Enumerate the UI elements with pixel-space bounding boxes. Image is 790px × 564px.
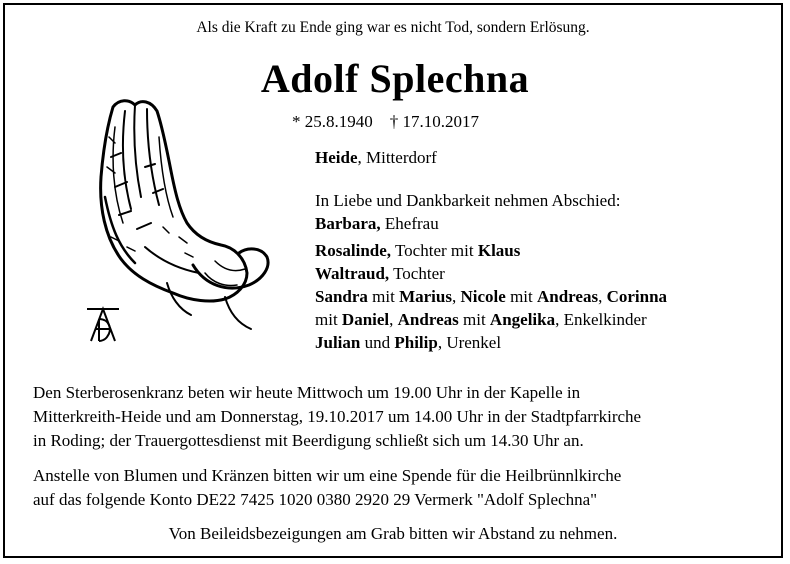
family-text: , (598, 287, 607, 306)
donation-info (33, 464, 773, 512)
residence (315, 148, 437, 168)
family-text: Tochter (389, 264, 445, 283)
family-text: mit (315, 310, 342, 329)
paragraph-line: Mitterkreith-Heide und am Donnerstag, 19.10.2017 um 14.00 Uhr in der Stadtpfarrkirche (33, 407, 642, 426)
family-text: , (451, 287, 461, 306)
residence-bold: Heide (315, 148, 358, 167)
family-text: mit (505, 287, 537, 306)
family-name: Andreas (397, 310, 459, 329)
family-text: , (389, 310, 398, 329)
family-line (315, 214, 439, 234)
family-name: Corinna (606, 287, 668, 306)
family-name: Barbara, (315, 214, 381, 233)
family-name: Waltraud, (315, 264, 390, 283)
family-line (315, 241, 520, 261)
birth-date: * 25.8.1940 (292, 112, 373, 131)
family-text: Ehefrau (380, 214, 439, 233)
deceased-name: Adolf Splechna (260, 56, 530, 101)
family-line (315, 287, 667, 307)
life-dates (292, 112, 479, 132)
family-name: Daniel (341, 310, 390, 329)
monogram-icon (87, 309, 119, 341)
family-text: , Urenkel (437, 333, 502, 352)
rosary-info (33, 381, 773, 453)
family-line (315, 333, 501, 353)
paragraph-line: Anstelle von Blumen und Kränzen bitten wir um eine Spende für die Heilbrünnlkirche (33, 466, 622, 485)
paragraph-line: Den Sterberosenkranz beten wir heute Mittwoch um 19.00 Uhr in der Kapelle in (33, 383, 581, 402)
family-text: und (360, 333, 395, 352)
family-name: Sandra (315, 287, 368, 306)
family-name: Marius (399, 287, 452, 306)
family-name: Philip (394, 333, 438, 352)
family-text: mit (367, 287, 400, 306)
family-name: Nicole (460, 287, 506, 306)
family-line (315, 264, 445, 284)
paragraph-line: in Roding; der Trauergottesdienst mit Beerdigung schließt sich um 14.30 Uhr an. (33, 431, 584, 450)
family-text: mit (458, 310, 490, 329)
family-text: Tochter mit (391, 241, 478, 260)
family-name: Rosalinde, (315, 241, 392, 260)
family-name: Klaus (477, 241, 521, 260)
family-line (315, 310, 647, 330)
obituary-frame (3, 3, 783, 558)
motto: Als die Kraft zu Ende ging war es nicht Tod, sondern Erlösung. (196, 19, 590, 36)
farewell-line: In Liebe und Dankbarkeit nehmen Abschied: (315, 191, 621, 210)
family-name: Andreas (536, 287, 599, 306)
closing-note: Von Beileidsbezeigungen am Grab bitten wir Abstand zu nehmen. (168, 524, 618, 543)
paragraph-line: auf das folgende Konto DE22 7425 1020 0380 2920 29 Vermerk "Adolf Splechna" (33, 490, 598, 509)
family-name: Julian (315, 333, 361, 352)
praying-hands-icon (75, 97, 275, 347)
family-name: Angelika (489, 310, 556, 329)
residence-rest: , Mitterdorf (357, 148, 437, 167)
death-date: † 17.10.2017 (389, 112, 479, 131)
family-text: , Enkelkinder (555, 310, 647, 329)
